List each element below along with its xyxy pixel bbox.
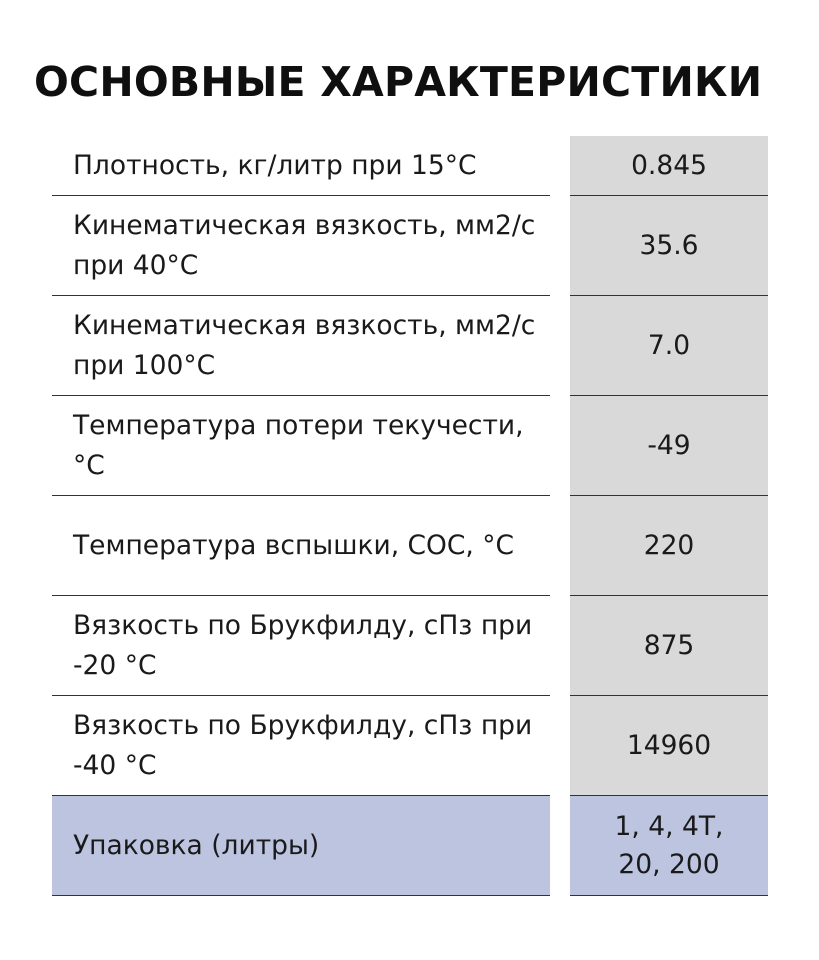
table-row-packaging — [52, 796, 768, 896]
packaging-value — [570, 796, 768, 896]
table-row — [52, 596, 768, 696]
spec-label-flash-point: Температура вспышки, СОС, °С — [52, 496, 550, 596]
packaging-label: Упаковка (литры) — [52, 796, 550, 896]
table-row — [52, 136, 768, 196]
table-row — [52, 496, 768, 596]
spec-value-pour-point: -49 — [570, 396, 768, 496]
spec-value-density: 0.845 — [570, 136, 768, 196]
specs-table — [52, 136, 768, 896]
spec-label-density: Плотность, кг/литр при 15°С — [52, 136, 550, 196]
table-row — [52, 296, 768, 396]
spec-label-brookfield-40: Вязкость по Брукфилду, сПз при -40 °С — [52, 696, 550, 796]
table-row — [52, 396, 768, 496]
spec-value-brookfield-40: 14960 — [570, 696, 768, 796]
spec-label-viscosity-40: Кинематическая вязкость, мм2/с при 40°С — [52, 196, 550, 296]
spec-label-viscosity-100: Кинематическая вязкость, мм2/с при 100°С — [52, 296, 550, 396]
table-row — [52, 196, 768, 296]
packaging-value-text: 1, 4, 4Т, 20, 200 — [614, 810, 724, 880]
page-title: ОСНОВНЫЕ ХАРАКТЕРИСТИКИ — [34, 58, 763, 106]
spec-value-viscosity-40: 35.6 — [570, 196, 768, 296]
spec-label-pour-point: Температура потери текучести,°С — [52, 396, 550, 496]
table-row — [52, 696, 768, 796]
spec-value-viscosity-100: 7.0 — [570, 296, 768, 396]
spec-value-flash-point: 220 — [570, 496, 768, 596]
spec-label-brookfield-20: Вязкость по Брукфилду, сПз при -20 °С — [52, 596, 550, 696]
spec-value-brookfield-20: 875 — [570, 596, 768, 696]
